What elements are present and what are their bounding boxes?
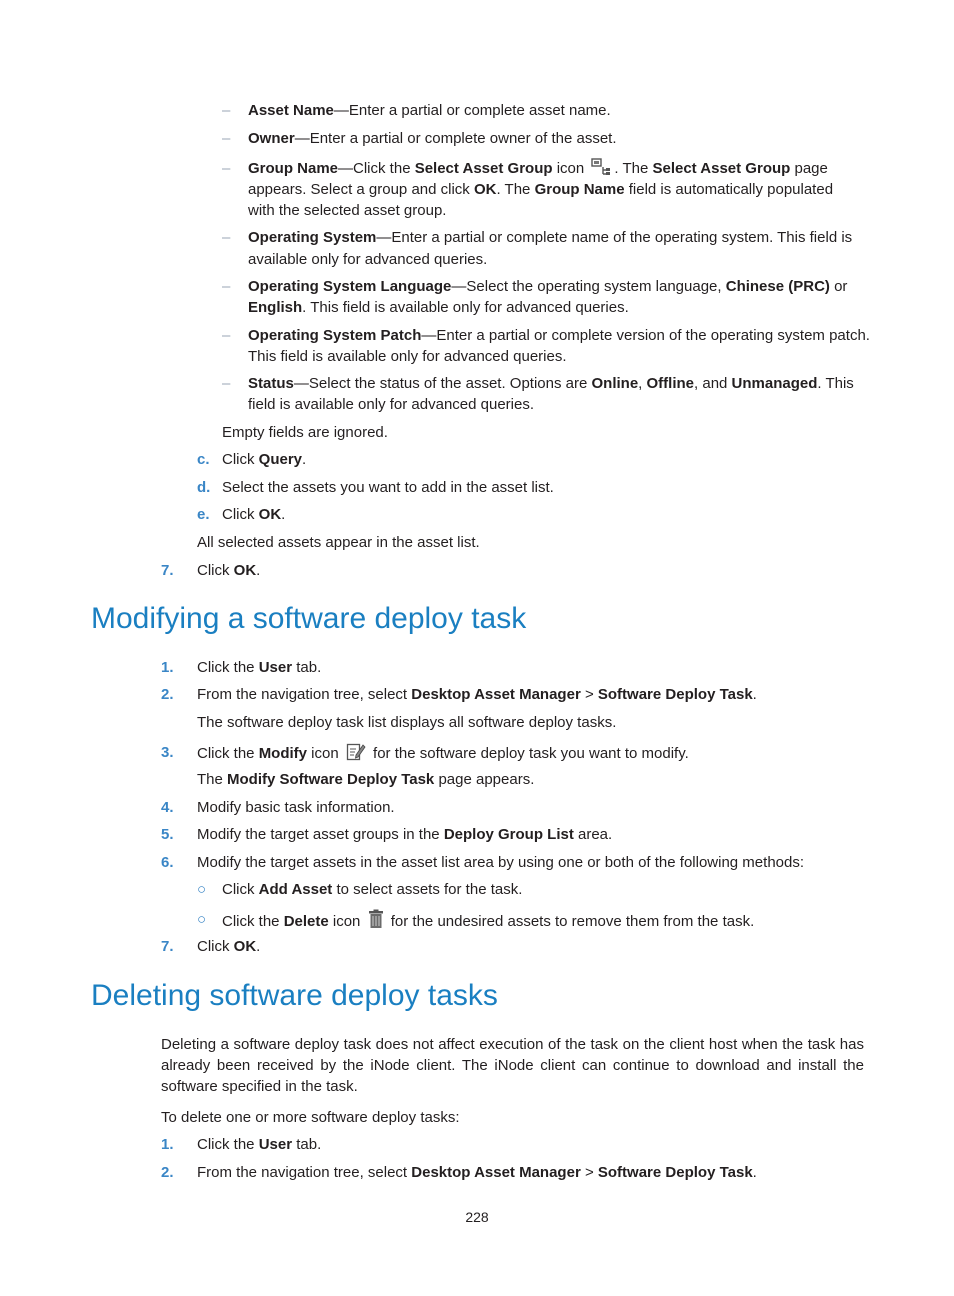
text: tab. — [292, 1136, 322, 1153]
list-dash: – — [222, 327, 231, 344]
step-c — [222, 449, 306, 470]
text: Click — [222, 506, 259, 523]
text: Click — [197, 938, 234, 955]
term: Operating System — [248, 229, 377, 246]
text: The — [197, 771, 228, 788]
term: Owner — [248, 130, 295, 147]
empty-fields-note: Empty fields are ignored. — [222, 424, 388, 441]
step-label-e: e. — [197, 506, 210, 523]
deleting-paragraph: Deleting a software deploy task does not affect execution of the task on the client host when the task has already been received by the iNode client. The iNode client can continue to download and install the software specified in the task. — [161, 1036, 864, 1095]
term: Software Deploy Task — [597, 1164, 753, 1181]
modify-step-3-note — [197, 769, 534, 790]
term: Deploy Group List — [443, 826, 574, 843]
term: Desktop Asset Manager — [411, 686, 581, 703]
term: Add Asset — [258, 881, 333, 898]
step-label: 6. — [161, 854, 174, 871]
list-item-os-patch — [248, 325, 870, 346]
text: From the navigation tree, select — [197, 686, 412, 703]
list-item-os-patch-line2: This field is available only for advanced queries. — [248, 348, 567, 365]
term: Software Deploy Task — [597, 686, 753, 703]
step-label: 1. — [161, 1136, 174, 1153]
step-label-c: c. — [197, 451, 210, 468]
modify-bullet-delete — [222, 909, 754, 935]
list-dash: – — [222, 375, 231, 392]
text: , and — [694, 375, 732, 392]
desc: —Enter a partial or complete owner of the asset. — [294, 130, 617, 147]
term: Modify — [258, 745, 308, 762]
text: , — [638, 375, 647, 392]
term: Asset Name — [248, 102, 334, 119]
term: Operating System Language — [248, 278, 452, 295]
text: Click — [222, 881, 259, 898]
text: —Enter a partial or complete version of the operating system patch. — [421, 327, 870, 344]
term: Offline — [646, 375, 695, 392]
text: . — [752, 1164, 757, 1181]
term: English — [248, 299, 303, 316]
step-7 — [197, 560, 260, 581]
term: Group Name — [534, 181, 625, 198]
bullet-circle: ○ — [197, 881, 207, 898]
text: for the software deploy task you want to modify. — [368, 745, 689, 762]
modify-step-5 — [197, 824, 612, 845]
modify-step-1 — [197, 657, 321, 678]
list-item-group-name-line2 — [248, 179, 833, 200]
term: Chinese (PRC) — [725, 278, 830, 295]
text: . — [281, 506, 286, 523]
text: . This — [817, 375, 854, 392]
text: . The — [614, 160, 653, 177]
modify-bullet-add-asset — [222, 879, 522, 900]
text: icon — [552, 160, 585, 177]
text: tab. — [292, 659, 322, 676]
text: —Click the — [338, 160, 415, 177]
term: Delete — [283, 913, 329, 930]
step-d: Select the assets you want to add in the asset list. — [222, 479, 554, 496]
text: > — [580, 1164, 598, 1181]
trash-icon[interactable] — [368, 909, 384, 935]
step-label: 7. — [161, 938, 174, 955]
text: —Enter a partial or complete name of the operating system. This field is — [376, 229, 853, 246]
list-item-os-line2: available only for advanced queries. — [248, 251, 488, 268]
delete-step-1 — [197, 1134, 321, 1155]
text: . This field is available only for advanced queries. — [302, 299, 629, 316]
text: page — [790, 160, 828, 177]
text: Modify the target asset groups in the — [197, 826, 444, 843]
modify-step-7 — [197, 936, 260, 957]
term: OK — [233, 938, 257, 955]
list-item-asset-name — [248, 100, 611, 121]
modify-step-4: Modify basic task information. — [197, 799, 395, 816]
term: User — [258, 1136, 293, 1153]
text: . — [302, 451, 307, 468]
bullet-circle: ○ — [197, 911, 207, 928]
text: to select assets for the task. — [332, 881, 523, 898]
step-label: 3. — [161, 744, 174, 761]
section-heading-deleting: Deleting software deploy tasks — [91, 979, 498, 1012]
deleting-intro: To delete one or more software deploy tasks: — [161, 1109, 460, 1126]
term: Desktop Asset Manager — [411, 1164, 581, 1181]
list-item-os — [248, 227, 852, 248]
term: Modify Software Deploy Task — [227, 771, 435, 788]
step-label: 4. — [161, 799, 174, 816]
list-dash: – — [222, 130, 231, 147]
list-item-owner — [248, 128, 617, 149]
term: OK — [258, 506, 282, 523]
term: OK — [473, 181, 497, 198]
list-dash: – — [222, 160, 231, 177]
text: . — [752, 686, 757, 703]
list-dash: – — [222, 278, 231, 295]
page-number: 228 — [465, 1209, 489, 1225]
step-label: 5. — [161, 826, 174, 843]
term: OK — [233, 562, 257, 579]
step-label-d: d. — [197, 479, 211, 496]
text: Click the — [197, 745, 259, 762]
desc: —Enter a partial or complete asset name. — [333, 102, 611, 119]
modify-step-2 — [197, 684, 757, 705]
text: Click — [222, 451, 259, 468]
step-e — [222, 504, 285, 525]
text: . The — [496, 181, 535, 198]
term: Group Name — [248, 160, 339, 177]
text: Click the — [222, 913, 284, 930]
text: > — [580, 686, 598, 703]
list-dash: – — [222, 229, 231, 246]
text: for the undesired assets to remove them from the task. — [386, 913, 755, 930]
text: icon — [307, 745, 339, 762]
term: User — [258, 659, 293, 676]
list-item-status — [248, 373, 854, 394]
modify-icon[interactable] — [346, 742, 366, 767]
list-item-os-language-line2 — [248, 297, 629, 318]
modify-step-3 — [197, 742, 689, 767]
text: area. — [573, 826, 613, 843]
step-label-7: 7. — [161, 562, 174, 579]
delete-step-2 — [197, 1162, 757, 1183]
step-label: 1. — [161, 659, 174, 676]
list-item-os-language — [248, 276, 847, 297]
step-label: 2. — [161, 1164, 174, 1181]
term: Select Asset Group — [414, 160, 553, 177]
list-item-group-name-line3: with the selected asset group. — [248, 202, 447, 219]
term: Unmanaged — [731, 375, 818, 392]
text: Click — [197, 562, 234, 579]
text: field is automatically populated — [624, 181, 834, 198]
text: appears. Select a group and click — [248, 181, 474, 198]
text: page appears. — [434, 771, 535, 788]
modify-step-2-note: The software deploy task list displays all software deploy tasks. — [197, 714, 617, 731]
term: Status — [248, 375, 294, 392]
text: Click the — [197, 1136, 259, 1153]
text: Click the — [197, 659, 259, 676]
text: . — [256, 562, 261, 579]
all-selected-note: All selected assets appear in the asset list. — [197, 534, 480, 551]
modify-step-6: Modify the target assets in the asset list area by using one or both of the following methods: — [197, 854, 805, 871]
section-heading-modifying: Modifying a software deploy task — [91, 602, 527, 635]
term: Query — [258, 451, 303, 468]
text: or — [829, 278, 848, 295]
text: —Select the status of the asset. Options are — [293, 375, 592, 392]
text: icon — [328, 913, 361, 930]
list-item-status-line2: field is available only for advanced queries. — [248, 396, 535, 413]
term: Select Asset Group — [652, 160, 791, 177]
text: —Select the operating system language, — [451, 278, 726, 295]
step-label: 2. — [161, 686, 174, 703]
term: Operating System Patch — [248, 327, 422, 344]
text: . — [256, 938, 261, 955]
list-dash: – — [222, 102, 231, 119]
term: Online — [591, 375, 639, 392]
text: From the navigation tree, select — [197, 1164, 412, 1181]
